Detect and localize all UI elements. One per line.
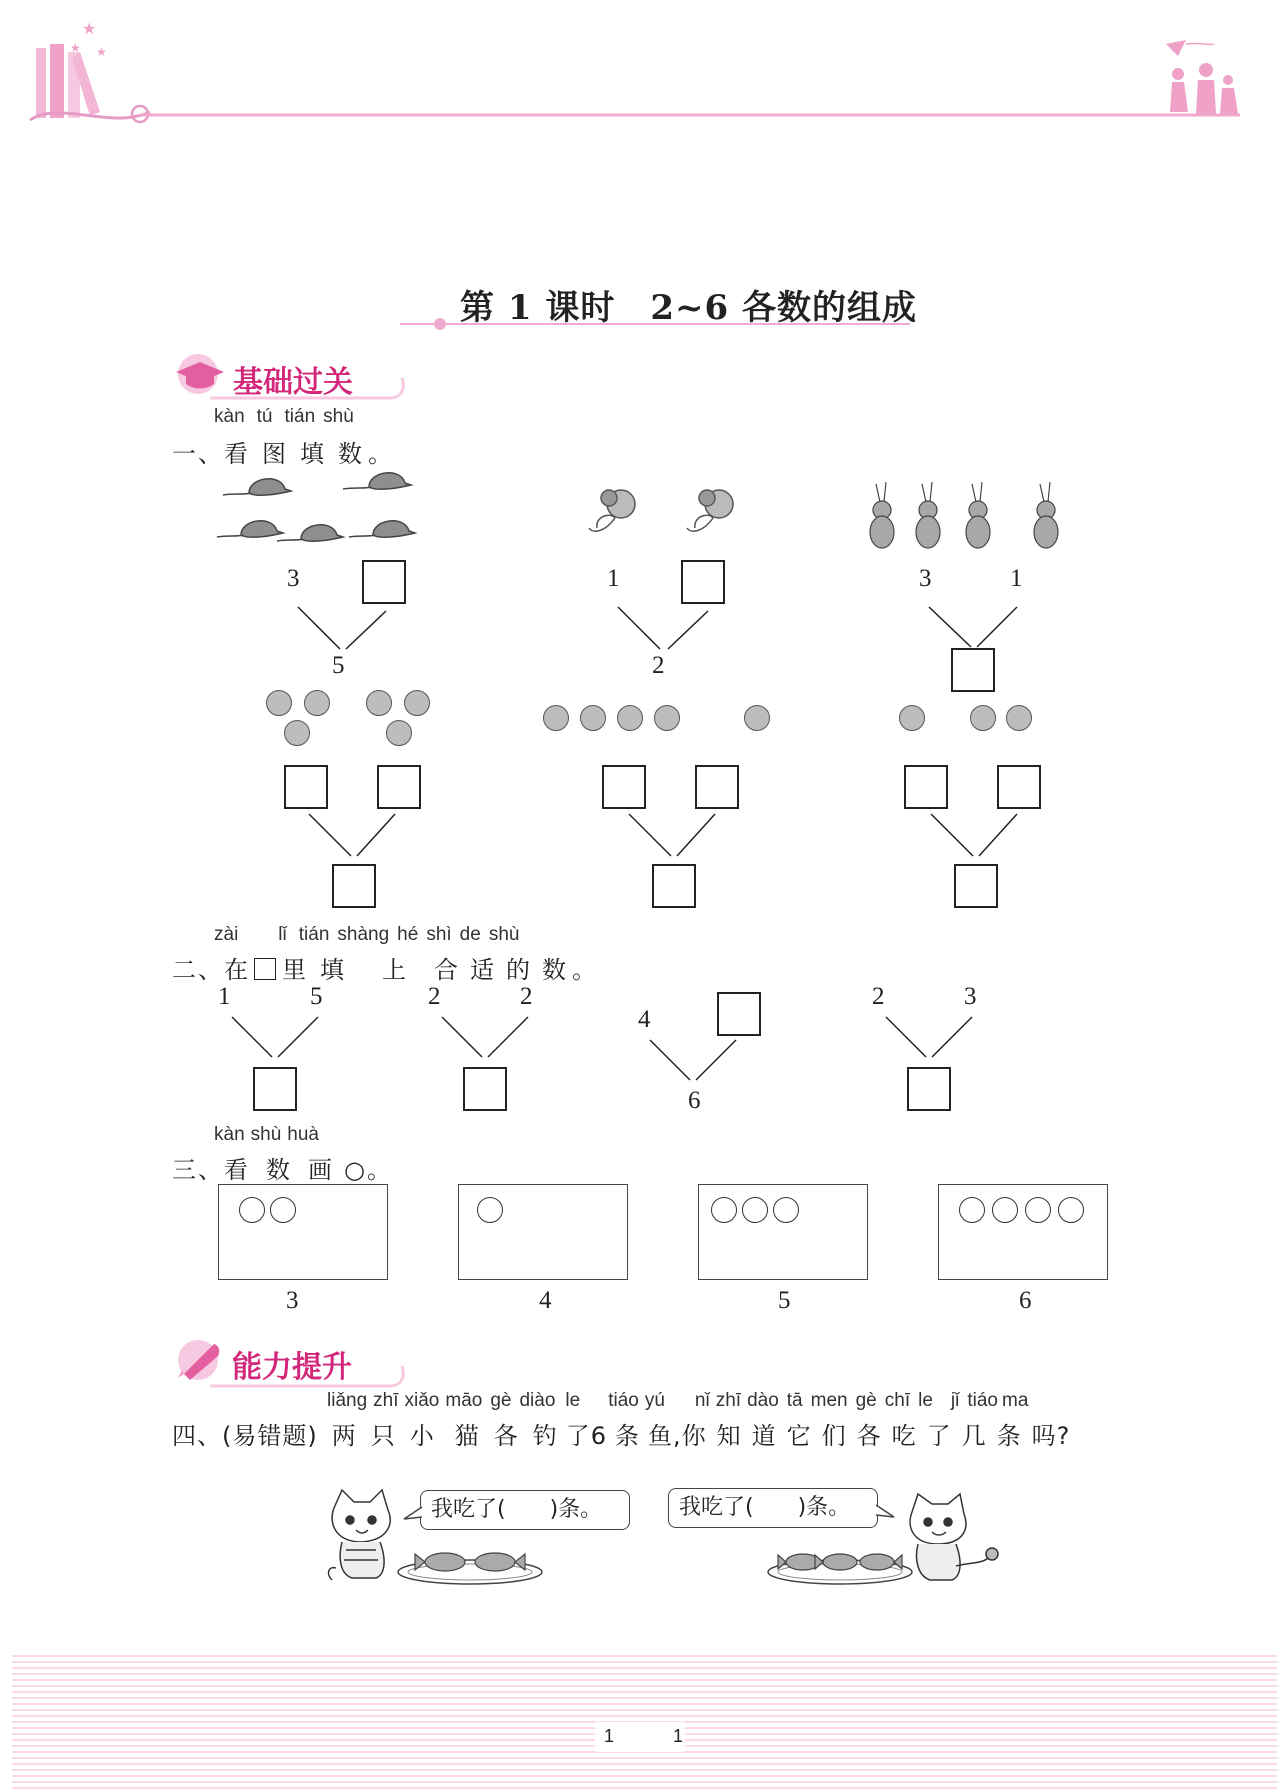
svg-text:★: ★: [96, 45, 107, 59]
q2c-bottom: 6: [688, 1087, 701, 1114]
q2a-right: 5: [310, 983, 323, 1010]
q1f-left-box[interactable]: [904, 765, 948, 809]
q1e-bottom-box[interactable]: [652, 864, 696, 908]
inline-box-icon: [254, 958, 276, 980]
q2b-right: 2: [520, 983, 533, 1010]
speech-bubble-left: 我吃了( )条。: [420, 1490, 630, 1530]
q2d-answer-box[interactable]: [907, 1067, 951, 1111]
rabbits-picture: [860, 480, 1075, 555]
circle-icon: [1025, 1197, 1051, 1223]
gray-dot: [1006, 705, 1032, 731]
gray-dot: [654, 705, 680, 731]
circle-icon: [773, 1197, 799, 1223]
lesson-title: 第 1 课时 2~6 各数的组成: [460, 288, 917, 328]
speech-bubble-right: 我吃了( )条。: [668, 1488, 878, 1528]
cat-right-icon: [902, 1492, 1002, 1592]
q3b-target: 4: [539, 1287, 552, 1314]
q3-draw-box[interactable]: [218, 1184, 388, 1280]
gray-dot: [744, 705, 770, 731]
q1a-top-left: 3: [287, 565, 300, 592]
q1a-bottom: 5: [332, 652, 345, 679]
section-basic-underline: [170, 360, 410, 404]
q2d-branch-lines: [884, 1015, 984, 1065]
svg-text:★: ★: [82, 19, 97, 38]
header-decoration: [0, 0, 1287, 140]
circle-icon: [239, 1197, 265, 1223]
q1d-right-box[interactable]: [377, 765, 421, 809]
q1e-right-box[interactable]: [695, 765, 739, 809]
q1c-answer-box[interactable]: [951, 648, 995, 692]
q1b-branch-lines: [612, 605, 722, 660]
hat-icon: [223, 479, 291, 495]
page-number-right: 1: [673, 1726, 684, 1746]
q2b-branch-lines: [440, 1015, 540, 1065]
q1a-branch-lines: [290, 605, 400, 660]
q2a-answer-box[interactable]: [253, 1067, 297, 1111]
circle-icon: [477, 1197, 503, 1223]
hats-picture: [215, 465, 430, 547]
q2a-branch-lines: [230, 1015, 330, 1065]
q1c-top-right: 1: [1010, 565, 1023, 592]
q2c-left: 4: [638, 1006, 651, 1033]
q4-heading: 四、(易错题) 两 只 小 猫 各 钓 了6 条 鱼,你 知 道 它 们 各 吃 了 几 条 吗?: [172, 1422, 1071, 1450]
svg-text:★: ★: [70, 41, 81, 55]
section-advance-underline: [170, 1348, 410, 1392]
q3-draw-box[interactable]: [938, 1184, 1108, 1280]
gray-dot: [543, 705, 569, 731]
flower-icon: [687, 490, 733, 531]
rabbit-icon: [966, 482, 990, 548]
circle-icon: [959, 1197, 985, 1223]
bubble-left-tail: [402, 1505, 424, 1525]
q4-pinyin: liǎng zhī xiǎo māo gè diào le tiáo yú nǐ zhī dào tā men gè chī le jǐ tiáo ma: [327, 1390, 1029, 1411]
rabbit-icon: [916, 482, 940, 548]
q1f-right-box[interactable]: [997, 765, 1041, 809]
q1-heading: 一、看 图 填 数 。: [172, 440, 394, 468]
q3a-target: 3: [286, 1287, 299, 1314]
gray-dot: [899, 705, 925, 731]
q3-draw-box[interactable]: [698, 1184, 868, 1280]
hat-icon: [343, 473, 411, 489]
q1b-answer-box[interactable]: [681, 560, 725, 604]
q3-pinyin: kàn shù huà: [214, 1124, 319, 1145]
section-basic-label: 基础过关: [233, 365, 353, 400]
q1a-answer-box[interactable]: [362, 560, 406, 604]
gray-dot: [404, 690, 430, 716]
q1b-bottom: 2: [652, 652, 665, 679]
section-advance-label: 能力提升: [232, 1350, 352, 1385]
bubble-right-tail: [874, 1503, 896, 1523]
books-logo-icon: [30, 19, 150, 122]
title-underline: [400, 318, 910, 330]
gray-dot: [284, 720, 310, 746]
q1f-branch-lines: [927, 812, 1027, 862]
gray-dot: [970, 705, 996, 731]
rabbit-icon: [1034, 482, 1058, 548]
gray-dot: [386, 720, 412, 746]
flowers-picture: [585, 482, 750, 542]
q2-heading: 二、在 里 填 上 合 适 的 数 。: [172, 956, 598, 984]
q1c-top-left: 3: [919, 565, 932, 592]
q3-heading: 三、看 数 画 ○。: [172, 1156, 393, 1184]
plate-right: [765, 1540, 915, 1586]
q3c-target: 5: [778, 1287, 791, 1314]
q1e-left-box[interactable]: [602, 765, 646, 809]
q2c-answer-box[interactable]: [717, 992, 761, 1036]
circle-icon: [711, 1197, 737, 1223]
cat-left-icon: [322, 1488, 402, 1588]
q1b-top-left: 1: [607, 565, 620, 592]
q3d-target: 6: [1019, 1287, 1032, 1314]
gray-dot: [304, 690, 330, 716]
flower-icon: [589, 490, 635, 531]
q2b-answer-box[interactable]: [463, 1067, 507, 1111]
q1d-left-box[interactable]: [284, 765, 328, 809]
q2d-left: 2: [872, 983, 885, 1010]
q1-pinyin: kàn tú tián shù: [214, 406, 354, 427]
children-kite-icon: [1166, 40, 1238, 114]
page-number-left: 1: [604, 1726, 615, 1746]
q1d-branch-lines: [305, 812, 405, 862]
gray-dot: [266, 690, 292, 716]
q2b-left: 2: [428, 983, 441, 1010]
circle-icon: [742, 1197, 768, 1223]
q2a-left: 1: [218, 983, 231, 1010]
q1f-bottom-box[interactable]: [954, 864, 998, 908]
gray-dot: [580, 705, 606, 731]
q3-draw-box[interactable]: [458, 1184, 628, 1280]
q1d-bottom-box[interactable]: [332, 864, 376, 908]
circle-icon: [992, 1197, 1018, 1223]
gray-dot: [366, 690, 392, 716]
rabbit-icon: [870, 482, 894, 548]
hat-icon: [217, 521, 283, 537]
circle-icon: [270, 1197, 296, 1223]
hat-icon: [349, 521, 415, 537]
hat-icon: [277, 525, 343, 541]
gray-dot: [617, 705, 643, 731]
q2c-branch-lines: [648, 1038, 748, 1088]
q1e-branch-lines: [625, 812, 725, 862]
plate-left: [395, 1540, 545, 1586]
q2-pinyin: zài lǐ tián shàng hé shì de shù: [214, 924, 520, 945]
circle-icon: [1058, 1197, 1084, 1223]
q2d-right: 3: [964, 983, 977, 1010]
